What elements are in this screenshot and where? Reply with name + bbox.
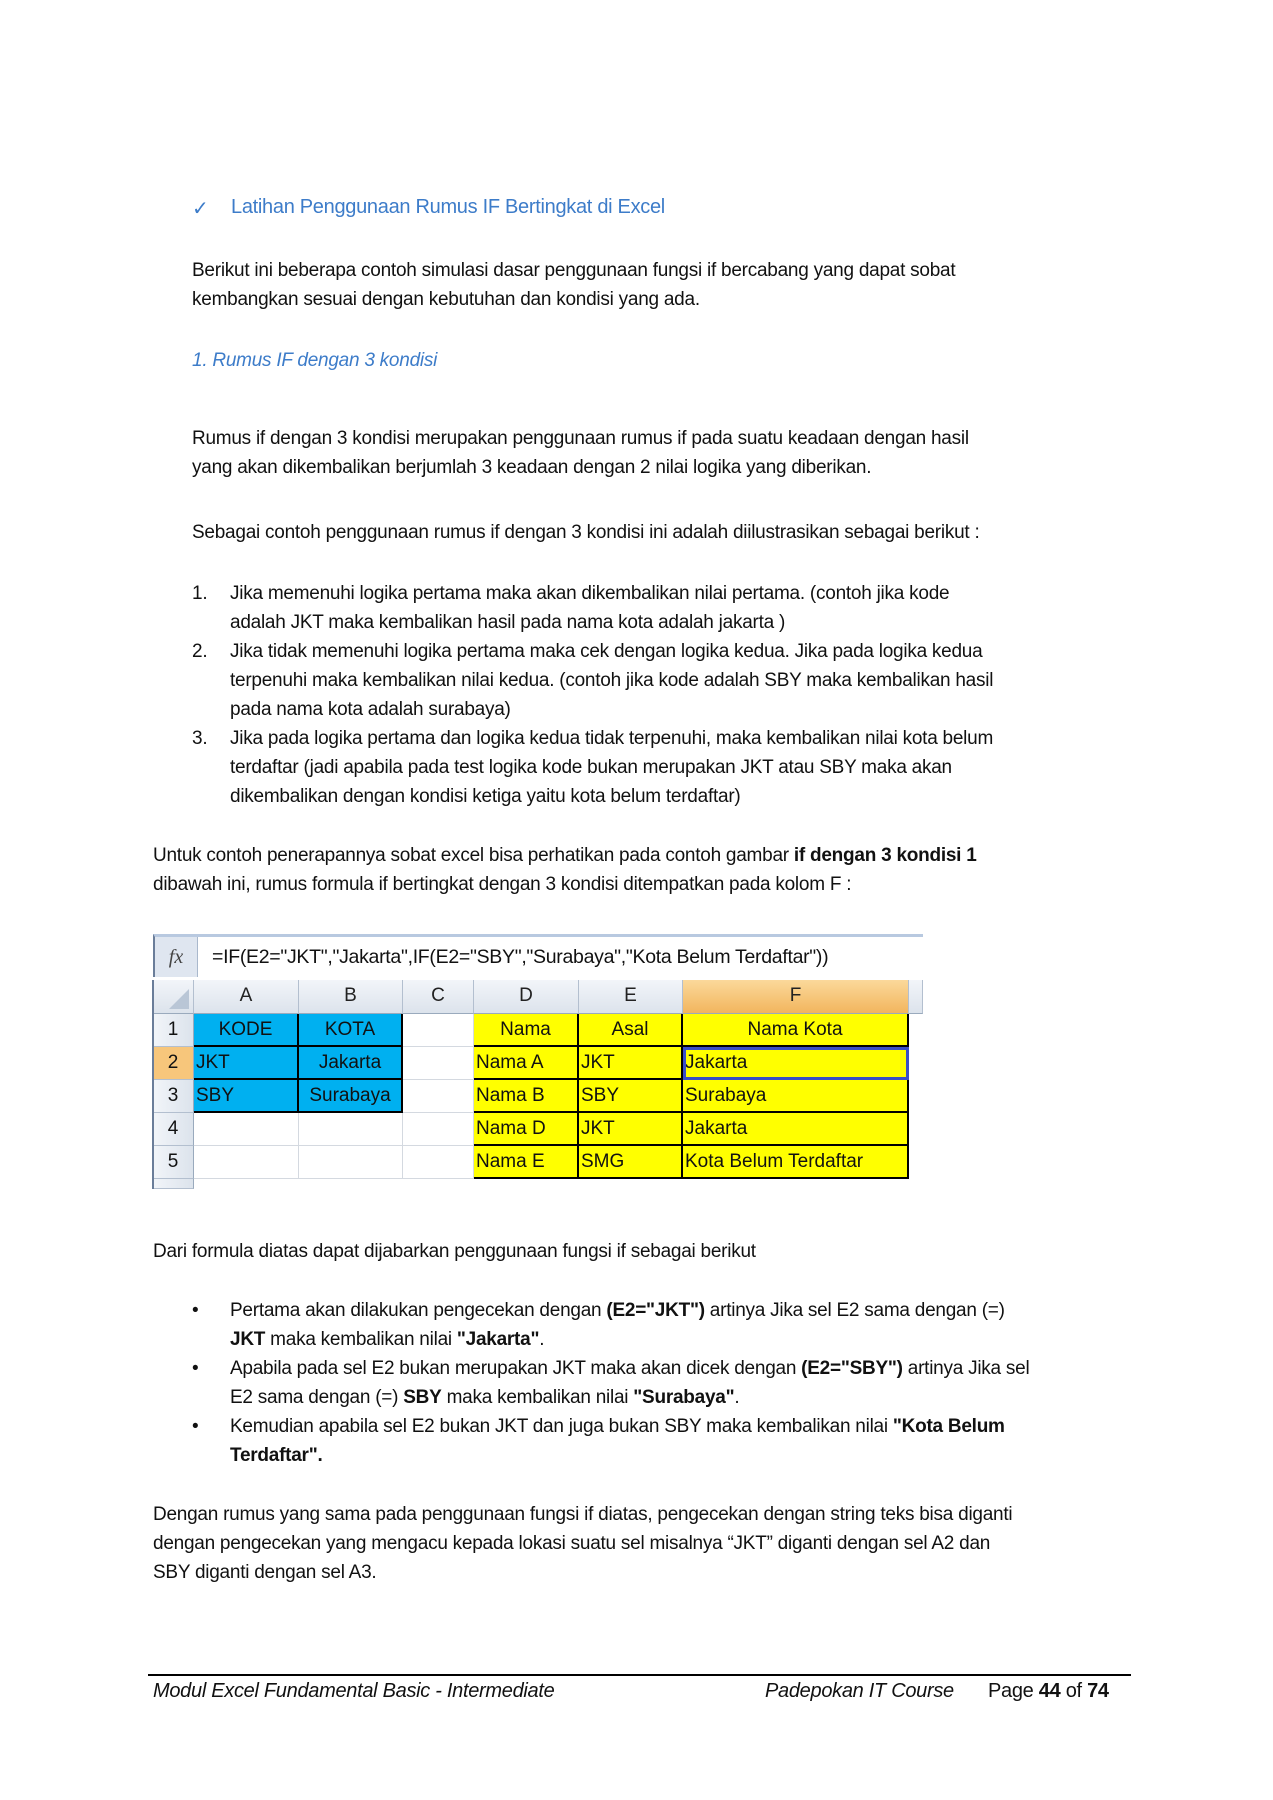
column-header-a[interactable]: A (194, 980, 299, 1014)
cell-b5[interactable] (299, 1146, 403, 1179)
text: artinya Jika sel (902, 1358, 1030, 1379)
formula-bar (153, 934, 923, 977)
row-header-5[interactable]: 5 (153, 1146, 194, 1179)
column-header-e[interactable]: E (579, 980, 683, 1014)
paragraph-3 (153, 841, 977, 899)
text-line: terpenuhi maka kembalikan nilai kedua. (contoh jika kode adalah SBY maka kembalikan hasil (230, 670, 994, 691)
footer-org: Padepokan IT Course (765, 1680, 954, 1702)
cell-f1[interactable]: Nama Kota (683, 1014, 909, 1047)
numbered-list (192, 579, 1142, 811)
text: maka kembalikan nilai (441, 1387, 634, 1408)
page-number (988, 1680, 1109, 1703)
cell-a1[interactable]: KODE (194, 1014, 299, 1047)
check-icon: ✓ (192, 198, 209, 220)
list-item (192, 637, 1142, 724)
total-pages: 74 (1087, 1680, 1109, 1702)
bold-text: JKT (230, 1329, 266, 1350)
bold-text: Terdaftar". (230, 1445, 323, 1466)
row-header-1[interactable]: 1 (153, 1014, 194, 1047)
cell-f5[interactable]: Kota Belum Terdaftar (683, 1146, 909, 1179)
text-line: Jika pada logika pertama dan logika kedua tidak terpenuhi, maka kembalikan nilai kota belum (230, 728, 994, 749)
row-header-3[interactable]: 3 (153, 1080, 194, 1113)
column-header-f[interactable]: F (683, 980, 909, 1014)
text: . (734, 1387, 740, 1408)
row-header-2[interactable]: 2 (153, 1047, 194, 1080)
cell-a3[interactable]: SBY (194, 1080, 299, 1113)
bullet-icon: • (192, 1300, 199, 1321)
bullet-item (192, 1354, 1130, 1412)
spreadsheet-screenshot (153, 934, 923, 1186)
row-header-next[interactable] (153, 1179, 194, 1189)
cell-e1[interactable]: Asal (579, 1014, 683, 1047)
bullet-icon: • (192, 1416, 199, 1437)
cell-c3[interactable] (403, 1080, 474, 1113)
intro-paragraph (192, 256, 955, 314)
paragraph-1 (192, 424, 969, 482)
text: Page (988, 1680, 1034, 1702)
text: Kemudian apabila sel E2 bukan JKT dan juga bukan SBY maka kembalikan nilai (230, 1416, 893, 1437)
text: E2 sama dengan (=) (230, 1387, 404, 1408)
footer-title: Modul Excel Fundamental Basic - Intermediate (153, 1680, 555, 1702)
text-line: Jika memenuhi logika pertama maka akan dikembalikan nilai pertama. (contoh jika kode (230, 583, 950, 604)
text: artinya Jika sel E2 sama dengan (=) (704, 1300, 1005, 1321)
bullet-list (192, 1296, 1130, 1470)
cell-c2[interactable] (403, 1047, 474, 1080)
cell-c1[interactable] (403, 1014, 474, 1047)
bold-text: if dengan 3 kondisi 1 (793, 845, 977, 866)
list-number: 2. (192, 641, 208, 662)
row-header-4[interactable]: 4 (153, 1113, 194, 1146)
cell-e3[interactable]: SBY (579, 1080, 683, 1113)
cell-a5[interactable] (194, 1146, 299, 1179)
cell-a2[interactable]: JKT (194, 1047, 299, 1080)
text-line: pada nama kota adalah surabaya) (230, 699, 511, 720)
text: maka kembalikan nilai (265, 1329, 457, 1350)
sheet-left-border (152, 980, 154, 1189)
bold-text: "Kota Belum (892, 1416, 1005, 1437)
text: Untuk contoh penerapannya sobat excel bisa perhatikan pada contoh gambar (153, 845, 794, 866)
column-header-b[interactable]: B (299, 980, 403, 1014)
section-heading-text: Latihan Penggunaan Rumus IF Bertingkat di Excel (231, 196, 665, 218)
list-number: 3. (192, 728, 208, 749)
cell-d1[interactable]: Nama (474, 1014, 579, 1047)
column-header-next[interactable] (909, 980, 923, 1014)
cell-e4[interactable]: JKT (579, 1113, 683, 1146)
paragraph-2: Sebagai contoh penggunaan rumus if dengan 3 kondisi ini adalah diilustrasikan sebagai berikut : (192, 522, 980, 543)
paragraph-5 (153, 1500, 1012, 1587)
cell-f3[interactable]: Surabaya (683, 1080, 909, 1113)
text-line: Rumus if dengan 3 kondisi merupakan penggunaan rumus if pada suatu keadaan dengan hasil (192, 428, 969, 449)
cell-f2[interactable]: Jakarta (683, 1047, 909, 1080)
text: . (539, 1329, 545, 1350)
bold-text: (E2="JKT") (606, 1300, 705, 1321)
formula-text: =IF(E2="JKT","Jakarta",IF(E2="SBY","Surabaya","Kota Belum Terdaftar")) (212, 946, 829, 968)
text-line: dengan pengecekan yang mengacu kepada lokasi suatu sel misalnya “JKT” diganti dengan sel A2 dan (153, 1533, 991, 1554)
fx-icon: fx (155, 937, 198, 977)
text-line: dibawah ini, rumus formula if bertingkat dengan 3 kondisi ditempatkan pada kolom F : (153, 874, 852, 895)
cell-f4[interactable]: Jakarta (683, 1113, 909, 1146)
cell-b4[interactable] (299, 1113, 403, 1146)
cell-d2[interactable]: Nama A (474, 1047, 579, 1080)
bold-text: (E2="SBY") (801, 1358, 903, 1379)
text: of (1065, 1680, 1082, 1702)
cell-d4[interactable]: Nama D (474, 1113, 579, 1146)
bullet-item (192, 1412, 1130, 1470)
text-line: SBY diganti dengan sel A3. (153, 1562, 377, 1583)
bullet-item (192, 1296, 1130, 1354)
text: Pertama akan dilakukan pengecekan dengan (230, 1300, 607, 1321)
column-header-c[interactable]: C (403, 980, 474, 1014)
bold-text: "Surabaya" (633, 1387, 735, 1408)
cell-c5[interactable] (403, 1146, 474, 1179)
cell-e2[interactable]: JKT (579, 1047, 683, 1080)
text-line: kembangkan sesuai dengan kebutuhan dan kondisi yang ada. (192, 289, 700, 310)
list-number: 1. (192, 583, 208, 604)
cell-a4[interactable] (194, 1113, 299, 1146)
corner-triangle-icon (169, 989, 189, 1009)
paragraph-4: Dari formula diatas dapat dijabarkan penggunaan fungsi if sebagai berikut (153, 1241, 756, 1262)
text: Apabila pada sel E2 bukan merupakan JKT maka akan dicek dengan (230, 1358, 802, 1379)
current-page: 44 (1038, 1680, 1061, 1702)
text-line: Berikut ini beberapa contoh simulasi dasar penggunaan fungsi if bercabang yang dapat sobat (192, 260, 956, 281)
list-item (192, 724, 1142, 811)
cell-b2[interactable]: Jakarta (299, 1047, 403, 1080)
bullet-icon: • (192, 1358, 199, 1379)
text-line: yang akan dikembalikan berjumlah 3 keadaan dengan 2 nilai logika yang diberikan. (192, 457, 872, 478)
cell-c4[interactable] (403, 1113, 474, 1146)
cell-d5[interactable]: Nama E (474, 1146, 579, 1179)
text-line: dikembalikan dengan kondisi ketiga yaitu kota belum terdaftar) (230, 786, 741, 807)
bold-text: SBY (403, 1387, 442, 1408)
cell-b1[interactable]: KOTA (299, 1014, 403, 1047)
select-all-corner[interactable] (153, 980, 194, 1014)
cell-e5[interactable]: SMG (579, 1146, 683, 1179)
cell-d3[interactable]: Nama B (474, 1080, 579, 1113)
subheading: 1. Rumus IF dengan 3 kondisi (192, 350, 438, 371)
cell-b3[interactable]: Surabaya (299, 1080, 403, 1113)
bold-text: "Jakarta" (456, 1329, 540, 1350)
text-line: Jika tidak memenuhi logika pertama maka cek dengan logika kedua. Jika pada logika kedua (230, 641, 983, 662)
text-line: Dengan rumus yang sama pada penggunaan fungsi if diatas, pengecekan dengan string teks bisa diganti (153, 1504, 1013, 1525)
footer-divider (148, 1674, 1131, 1676)
text-line: terdaftar (jadi apabila pada test logika kode bukan merupakan JKT atau SBY maka akan (230, 757, 952, 778)
text-line: adalah JKT maka kembalikan hasil pada nama kota adalah jakarta ) (230, 612, 786, 633)
list-item (192, 579, 1142, 637)
column-header-d[interactable]: D (474, 980, 579, 1014)
